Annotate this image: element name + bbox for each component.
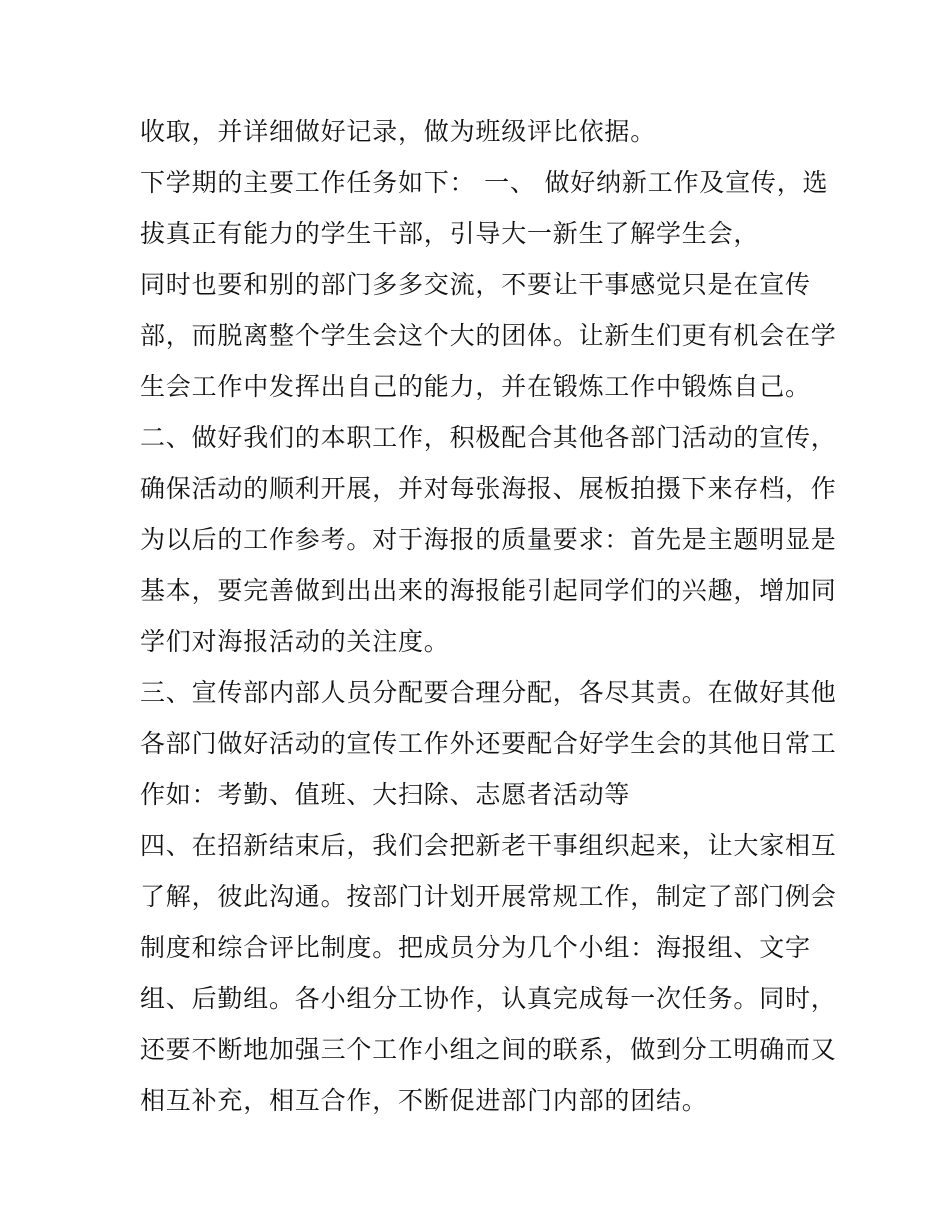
text-line: 制度和综合评比制度。把成员分为几个小组：海报组、文字 [140, 933, 811, 962]
text-line: 三、宣传部内部人员分配要合理分配，各尽其责。在做好其他 [140, 678, 837, 707]
text-line: 各部门做好活动的宣传工作外还要配合好学生会的其他日常工 [140, 729, 837, 758]
text-line: 二、做好我们的本职工作，积极配合其他各部门活动的宣传， [140, 423, 837, 452]
text-line: 同时也要和别的部门多多交流，不要让干事感觉只是在宣传 [140, 270, 811, 299]
text-line: 确保活动的顺利开展，并对每张海报、展板拍摄下来存档，作 [140, 474, 837, 503]
text-line: 组、后勤组。各小组分工协作，认真完成每一次任务。同时， [140, 984, 837, 1013]
text-line: 生会工作中发挥出自己的能力，并在锻炼工作中锻炼自己。 [140, 372, 811, 401]
text-line: 拔真正有能力的学生干部，引导大一新生了解学生会， [140, 219, 760, 248]
document-body-text [140, 106, 837, 1126]
text-line: 为以后的工作参考。对于海报的质量要求：首先是主题明显是 [140, 525, 837, 554]
text-line: 收取，并详细做好记录，做为班级评比依据。 [140, 117, 657, 146]
text-line: 作如：考勤、值班、大扫除、志愿者活动等 [140, 780, 631, 809]
text-line: 四、在招新结束后，我们会把新老干事组织起来，让大家相互 [140, 831, 837, 860]
text-line: 相互补充，相互合作，不断促进部门内部的团结。 [140, 1086, 708, 1115]
text-line: 下学期的主要工作任务如下： 一、 做好纳新工作及宣传，选 [140, 168, 829, 197]
text-line: 基本，要完善做到出出来的海报能引起同学们的兴趣，增加同 [140, 576, 837, 605]
text-line: 了解，彼此沟通。按部门计划开展常规工作，制定了部门例会 [140, 882, 837, 911]
text-line: 还要不断地加强三个工作小组之间的联系，做到分工明确而又 [140, 1035, 837, 1064]
text-line: 学们对海报活动的关注度。 [140, 627, 450, 656]
text-line: 部，而脱离整个学生会这个大的团体。让新生们更有机会在学 [140, 321, 837, 350]
